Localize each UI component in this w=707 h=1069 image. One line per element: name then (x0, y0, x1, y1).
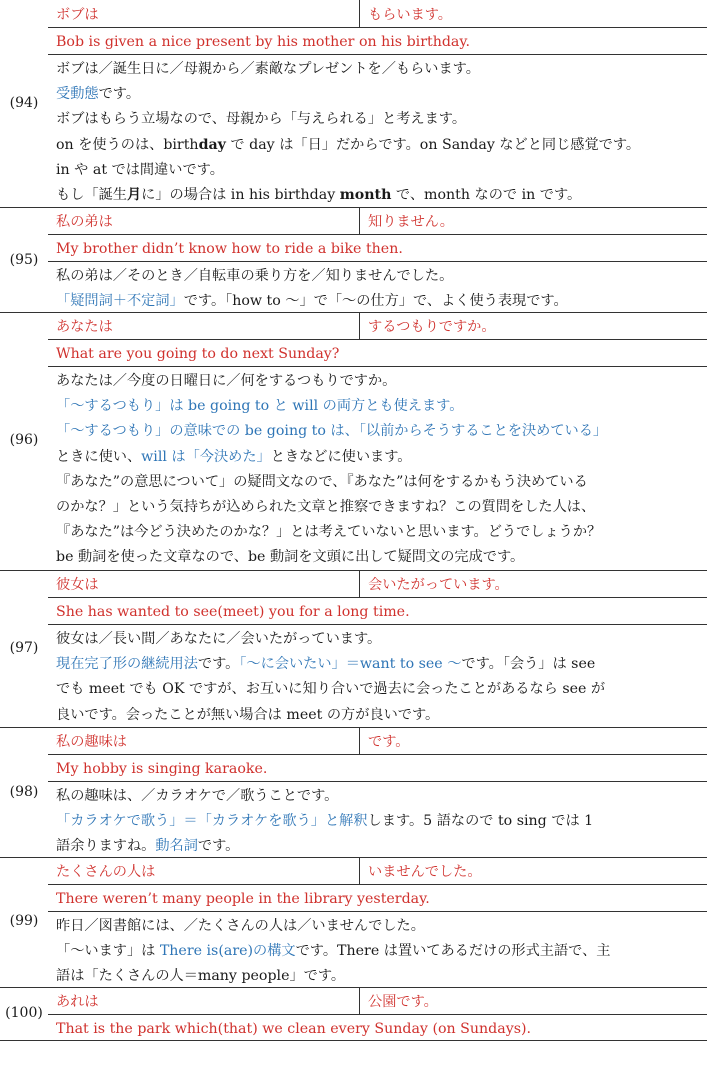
answer-sentence: What are you going to do next Sunday? (56, 346, 340, 362)
subject-prompt: 私の弟は (56, 214, 113, 230)
explanation-line (56, 157, 224, 183)
divider (48, 54, 707, 55)
column-divider (359, 312, 360, 339)
explanation-segment: ときなどに使います。 (270, 448, 412, 465)
question-number: (98) (9, 784, 39, 800)
answer-sentence: Bob is given a nice present by his mother on his birthday. (56, 34, 471, 50)
subject-prompt: あなたは (56, 319, 113, 335)
question-number: (96) (9, 432, 39, 448)
explanation-segment: 動名詞 (155, 838, 198, 855)
explanation-line (56, 913, 425, 939)
explanation-line (56, 288, 568, 314)
explanation-line (56, 132, 640, 158)
subject-prompt: たくさんの人は (56, 864, 156, 880)
explanation-segment: month (339, 187, 392, 203)
explanation-segment: ときに使い、 (56, 448, 142, 465)
explanation-segment: ボブはもらう立場なので、母親から「与えられる」と考えます。 (56, 111, 467, 128)
explanation-segment: あなたは／今度の日曜日に／何をするつもりですか。 (56, 373, 397, 389)
explanation-segment: in や at では間違いです。 (56, 161, 224, 178)
row-divider (0, 207, 707, 208)
question-number: (99) (9, 913, 39, 929)
explanation-segment: に」の場合は in his birthday (141, 187, 340, 203)
explanation-segment: 現在完了形の継続用法 (56, 656, 198, 673)
divider (48, 234, 707, 235)
explanation-segment: There is(are)の構文 (159, 943, 296, 960)
verb-prompt: いませんでした。 (368, 864, 482, 880)
divider (48, 597, 707, 598)
explanation-line (56, 56, 480, 82)
explanation-segment: です。There は置いてあるだけの形式主語で、主 (295, 943, 611, 960)
subject-prompt: ボブは (56, 7, 99, 23)
explanation-line (56, 963, 345, 989)
explanation-segment: on を使うのは、birth (56, 136, 199, 153)
explanation-segment: 「疑問詞＋不定詞」 (56, 293, 184, 310)
divider (48, 339, 707, 340)
explanation-segment: ボブは／誕生日に／母親から／素敵なプレゼントを／もらいます。 (56, 61, 480, 77)
explanation-segment: 私の趣味は、／カラオケで／歌うことです。 (56, 788, 339, 804)
explanation-segment: で day は「日」だからです。on Sanday などと同じ感覚です。 (225, 136, 641, 153)
row-divider (0, 727, 707, 728)
divider (48, 1014, 707, 1015)
explanation-segment: be 動詞を使った文章なので、be 動詞を文頭に出して疑問文の完成です。 (56, 549, 525, 566)
explanation-segment: です。 (197, 838, 240, 855)
explanation-line (56, 182, 581, 208)
explanation-line (56, 544, 524, 570)
column-divider (359, 857, 360, 884)
question-number: (95) (9, 252, 39, 268)
explanation-line (56, 494, 595, 520)
explanation-segment: です。 (98, 86, 141, 103)
explanation-line (56, 263, 453, 289)
explanation-line (56, 783, 338, 809)
subject-prompt: あれは (56, 994, 99, 1010)
explanation-segment: 「～に会いたい」＝want to see ～ (239, 656, 462, 673)
explanation-line (56, 106, 466, 132)
verb-prompt: です。 (368, 734, 410, 750)
explanation-line (56, 81, 140, 107)
explanation-line (56, 626, 381, 652)
explanation-segment: です。 (197, 656, 240, 673)
explanation-line (56, 833, 239, 859)
question-number: (97) (9, 640, 39, 656)
explanation-line (56, 444, 411, 470)
answer-sentence: My hobby is singing karaoke. (56, 761, 268, 777)
explanation-line (56, 702, 439, 728)
divider (48, 27, 707, 28)
explanation-segment: 受動態 (56, 86, 99, 103)
column-divider (359, 727, 360, 754)
answer-sentence: She has wanted to see(meet) you for a long time. (56, 604, 410, 620)
explanation-segment: 「～います」は (56, 943, 160, 960)
verb-prompt: もらいます。 (368, 7, 452, 23)
answer-sentence: There weren’t many people in the library yesterday. (56, 891, 430, 907)
verb-prompt: 知りません。 (368, 214, 454, 230)
explanation-segment: もし「誕生 (56, 187, 127, 203)
explanation-segment: 「～するつもり」の意味での be going to は、「以前からそうすることを決めている」 (56, 423, 608, 440)
divider (48, 911, 707, 912)
column-divider (359, 207, 360, 234)
answer-sentence: My brother didn’t know how to ride a bike then. (56, 241, 403, 257)
row-divider (0, 857, 707, 858)
divider (48, 781, 707, 782)
explanation-segment: 『あなた”は今どう決めたのかな？」とは考えていないと思います。どうでしょうか？ (56, 524, 602, 541)
explanation-segment: 「～するつもり」は be going to と will の両方とも使えます。 (56, 398, 464, 415)
answer-sentence: That is the park which(that) we clean every Sunday (on Sundays). (56, 1021, 532, 1037)
verb-prompt: 公園です。 (368, 994, 438, 1010)
column-divider (359, 987, 360, 1014)
verb-prompt: 会いたがっています。 (368, 577, 509, 593)
explanation-line (56, 519, 601, 545)
explanation-line (56, 418, 607, 444)
explanation-segment: で、month なので in です。 (391, 187, 582, 203)
column-divider (359, 0, 360, 27)
column-divider (359, 570, 360, 597)
divider (48, 624, 707, 625)
explanation-segment: です。「会う」は see (461, 656, 596, 673)
explanation-segment: 「カラオケで歌う」＝「カラオケを歌う」と解釈 (56, 813, 368, 830)
explanation-segment: 月 (126, 187, 142, 203)
explanation-segment: 昨日／図書館には、／たくさんの人は／いませんでした。 (56, 918, 425, 934)
explanation-segment: 良いです。会ったことが無い場合は meet の方が良いです。 (56, 706, 440, 723)
explanation-line (56, 393, 463, 419)
explanation-segment: 『あなた”の意思について」の疑問文なので、『あなた”は何をするかもう決めている (56, 473, 588, 490)
explanation-segment: 私の弟は／そのとき／自転車の乗り方を／知りませんでした。 (56, 268, 454, 284)
divider (48, 366, 707, 367)
explanation-segment: 彼女は／長い間／あなたに／会いたがっています。 (56, 631, 382, 647)
explanation-line (56, 469, 588, 495)
subject-prompt: 私の趣味は (56, 734, 127, 750)
row-divider (0, 1040, 707, 1041)
explanation-line (56, 651, 595, 677)
explanation-segment: のかな？」という気持ちが込められた文章と推察できますね？この質問をした人は、 (56, 499, 596, 515)
explanation-line (56, 808, 593, 834)
explanation-segment: です。「how to ～」で「～の仕方」で、よく使う表現です。 (183, 293, 568, 310)
question-number: (94) (9, 95, 39, 111)
question-number: (100) (5, 1005, 43, 1021)
verb-prompt: するつもりですか。 (368, 319, 496, 335)
row-divider (0, 312, 707, 313)
divider (48, 754, 707, 755)
explanation-segment: します。5 語なので to sing では 1 (367, 813, 594, 830)
explanation-segment: 語は「たくさんの人＝many people」です。 (56, 968, 346, 985)
explanation-line (56, 676, 605, 702)
explanation-segment: 語余りますね。 (56, 838, 156, 855)
explanation-segment: でも meet でも OK ですが、お互いに知り合いで過去に会ったことがあるなら see が (56, 681, 606, 698)
row-divider (0, 987, 707, 988)
explanation-segment: day (198, 136, 226, 153)
explanation-segment: will は「今決めた」 (141, 448, 271, 465)
subject-prompt: 彼女は (56, 577, 99, 593)
explanation-line (56, 368, 396, 394)
row-divider (0, 570, 707, 571)
divider (48, 884, 707, 885)
explanation-line (56, 938, 610, 964)
divider (48, 261, 707, 262)
